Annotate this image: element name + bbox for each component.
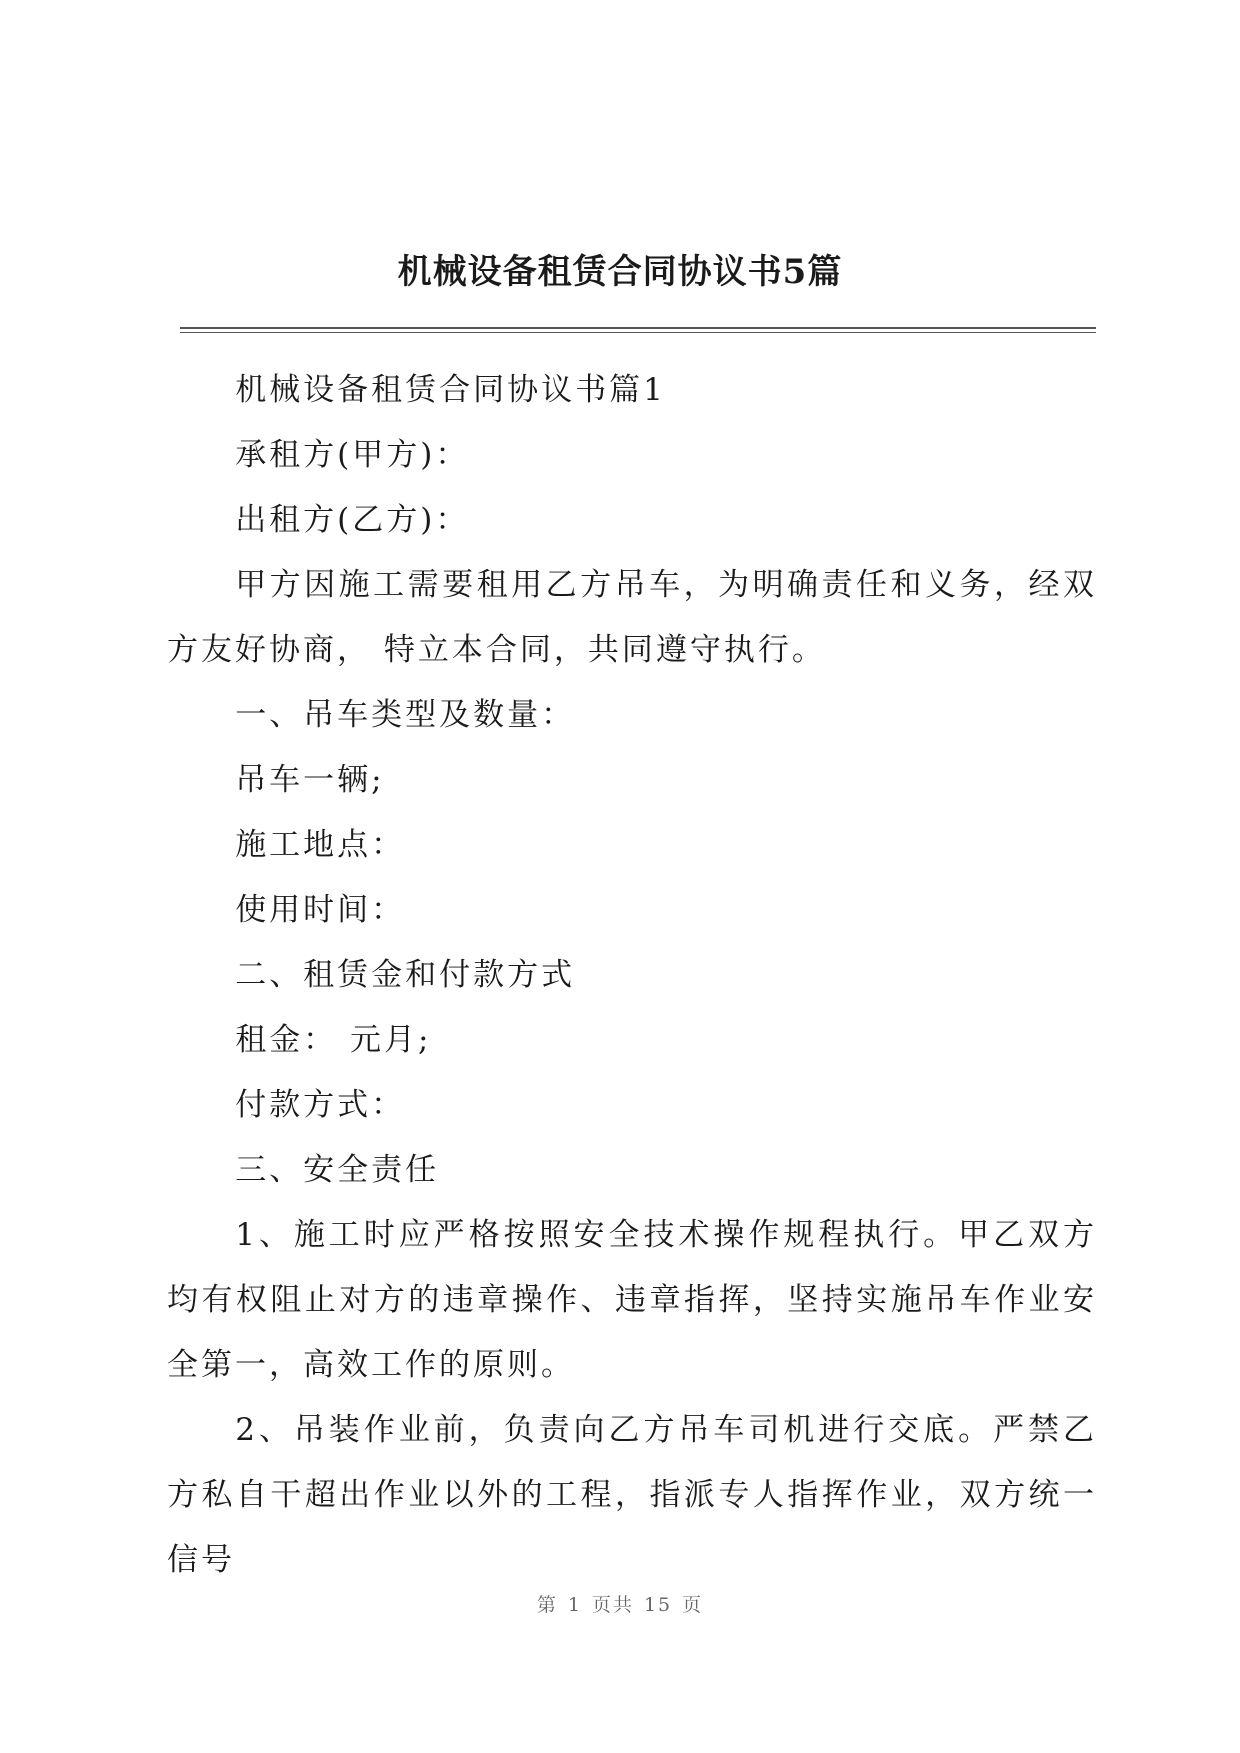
site-location-line: 施工地点：	[235, 827, 406, 863]
document-title: 机械设备租赁合同协议书5篇	[397, 252, 843, 292]
rent-line: 租金： 元月;	[235, 1022, 432, 1058]
footer-suffix: 页	[682, 1594, 704, 1616]
preamble-paragraph: 甲方因施工需要租用乙方吊车，为明确责任和义务，经双方友好协商， 特立本合同，共同遵守执行。	[167, 567, 1097, 668]
clause-heading-safety: 三、安全责任	[235, 1152, 440, 1188]
footer-current-page: 1	[567, 1594, 582, 1616]
footer-total-pages: 15	[643, 1594, 673, 1616]
safety-clause-1: 1、施工时应严格按照安全技术操作规程执行。甲乙双方均有权阻止对方的违章操作、违章指挥，坚持实施吊车作业安全第一，高效工作的原则。	[167, 1217, 1097, 1383]
page-footer	[0, 1590, 1240, 1617]
footer-prefix: 第	[536, 1594, 558, 1616]
crane-quantity-line: 吊车一辆;	[235, 762, 385, 798]
clause-heading-rent-payment: 二、租赁金和付款方式	[235, 957, 576, 993]
footer-middle: 页共	[591, 1594, 634, 1616]
lessee-line: 承租方(甲方)：	[235, 437, 470, 473]
section-heading: 机械设备租赁合同协议书篇1	[235, 372, 666, 408]
clause-heading-type-quantity: 一、吊车类型及数量：	[235, 697, 576, 733]
lessor-line: 出租方(乙方)：	[235, 502, 470, 538]
title-divider	[180, 327, 1096, 333]
document-body	[167, 358, 1097, 1593]
payment-method-line: 付款方式：	[235, 1087, 406, 1123]
usage-time-line: 使用时间：	[235, 892, 406, 928]
safety-clause-2: 2、吊装作业前，负责向乙方吊车司机进行交底。严禁乙方私自干超出作业以外的工程，指派专人指挥作业，双方统一信号	[167, 1412, 1097, 1578]
